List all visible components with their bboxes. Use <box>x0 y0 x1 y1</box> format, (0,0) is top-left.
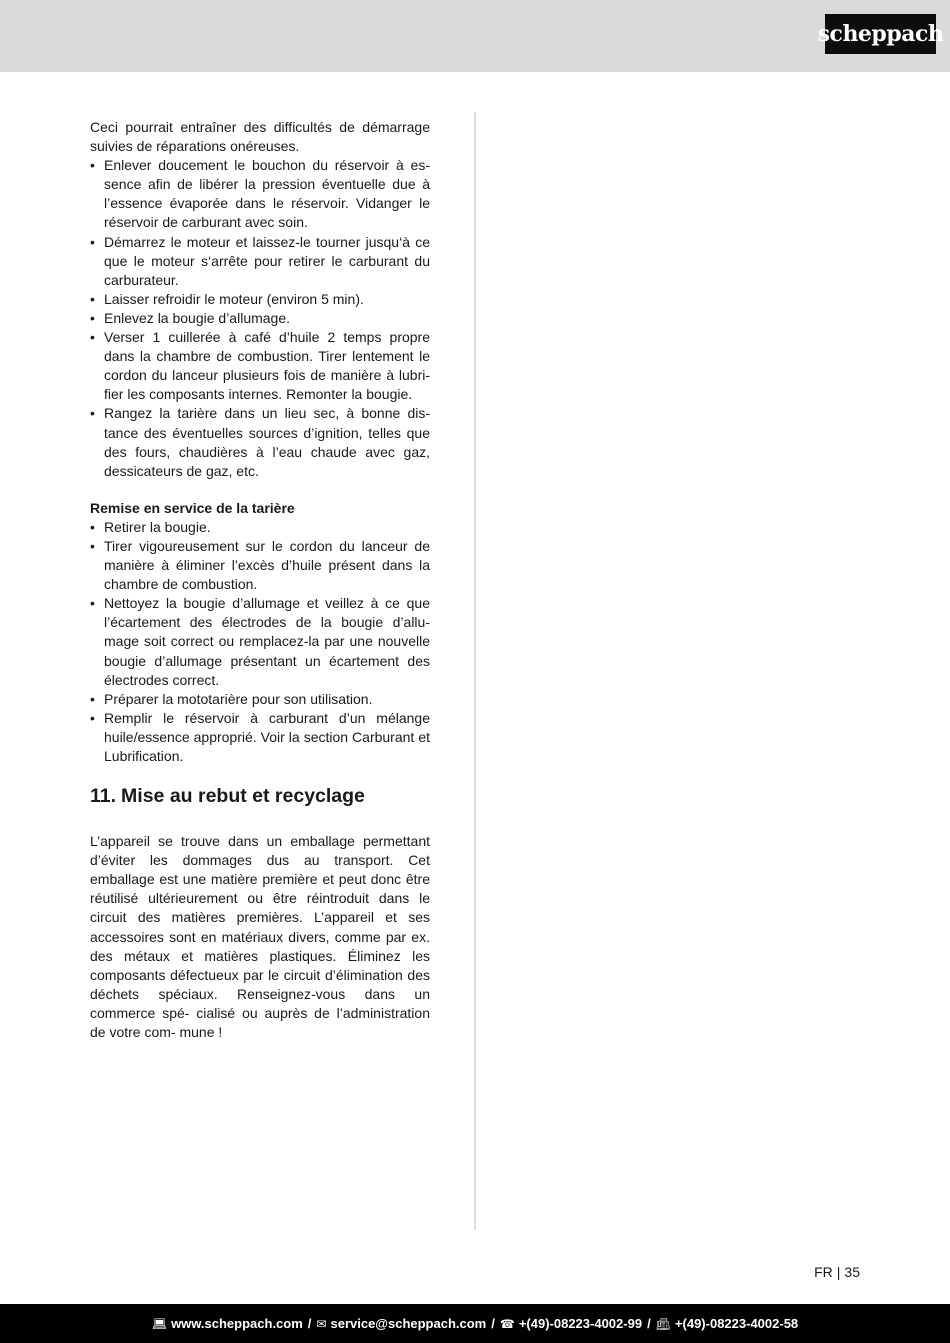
email-link[interactable]: service@scheppach.com <box>330 1316 487 1331</box>
recommission-heading: Remise en service de la tarière <box>90 499 295 516</box>
language-code: FR <box>814 1264 833 1280</box>
list-item: • Préparer la mototarière pour son utilisation. <box>90 690 430 709</box>
footer-separator: / <box>307 1316 312 1331</box>
page-number-value: 35 <box>844 1264 860 1280</box>
list-item: • Enlever doucement le bouchon du réservoir à es- sence afin de libérer la pression éventuelle due à l’essence évaporée dans le réservoir. Vidanger le réservoir de carburant avec soin. <box>90 156 430 232</box>
list-item: • Nettoyez la bougie d’allumage et veillez à ce que l’écartement des électrodes de la bougie d’allu- mage soit correct ou remplacez-la par une nouvelle bougie d’allumage présentant un écartement des électrodes correct. <box>90 594 430 689</box>
disposal-paragraph: L’appareil se trouve dans un emballage permettant d’éviter les dommages dus au transport. Cet emballage est une matière première et peut donc être réutilisé ultérieurement ou être réintroduit dans le circuit des matières premières. L’appareil et ses accessoires sont en matériaux divers, comme par ex. des métaux et matières plastiques. Éliminez les composants défectueux par le circuit d’élimination des déchets spéciaux. Renseignez-vous dans un commerce spé- cialisé ou auprès de l’administration de votre com- mune ! <box>90 833 430 1041</box>
page-header <box>0 0 950 72</box>
list-item: • Démarrez le moteur et laissez-le tourner jusqu‘à ce que le moteur s‘arrête pour retirer le carburant du carburateur. <box>90 233 430 290</box>
phone-icon: ☎︎ <box>499 1316 515 1331</box>
fax-icon: 📠︎ <box>655 1316 671 1331</box>
section-heading <box>90 784 430 808</box>
website-link[interactable]: www.scheppach.com <box>171 1316 303 1331</box>
column-divider <box>474 112 476 1230</box>
section-title: Mise au rebut et recyclage <box>121 785 365 808</box>
fax-number: +(49)-08223-4002-58 <box>674 1316 799 1331</box>
footer-separator: / <box>647 1316 651 1331</box>
list-item: • Verser 1 cuillerée à café d’huile 2 temps propre dans la chambre de combustion. Tirer lentement le cordon du lanceur plusieurs fois de manière à lubri- fier les composants internes. Remonter la bougie. <box>90 328 430 404</box>
list-item: • Retirer la bougie. <box>90 518 430 537</box>
intro-paragraph: Ceci pourrait entraîner des difficultés de démarrage suivies de réparations onéreuses. <box>90 119 430 155</box>
list-item: • Tirer vigoureusement sur le cordon du lanceur de manière à éliminer l’excès d’huile présent dans la chambre de combustion. <box>90 537 430 594</box>
left-column <box>90 118 430 1042</box>
list-item: • Rangez la tarière dans un lieu sec, à bonne dis- tance des éventuelles sources d’ignition, telles que des fours, chaudières à l’eau chaude avec gaz, dessicateurs de gaz, etc. <box>90 404 430 480</box>
page-number <box>814 1264 860 1280</box>
phone-number: +(49)-08223-4002-99 <box>518 1316 643 1331</box>
scheppach-logo: scheppach <box>825 14 936 54</box>
storage-steps-list <box>90 156 430 481</box>
mail-icon: ✉︎ <box>316 1316 327 1331</box>
list-item: • Laisser refroidir le moteur (environ 5 min). <box>90 290 430 309</box>
page-separator: | <box>836 1264 841 1280</box>
contact-footer <box>0 1304 950 1343</box>
footer-separator: / <box>491 1316 495 1331</box>
computer-icon: 💻︎ <box>151 1316 168 1331</box>
list-item: • Remplir le réservoir à carburant d’un mélange huile/essence approprié. Voir la section Carburant et Lubrification. <box>90 709 430 766</box>
section-number: 11. <box>90 785 117 808</box>
recommission-steps-list <box>90 518 430 766</box>
list-item: • Enlevez la bougie d’allumage. <box>90 309 430 328</box>
